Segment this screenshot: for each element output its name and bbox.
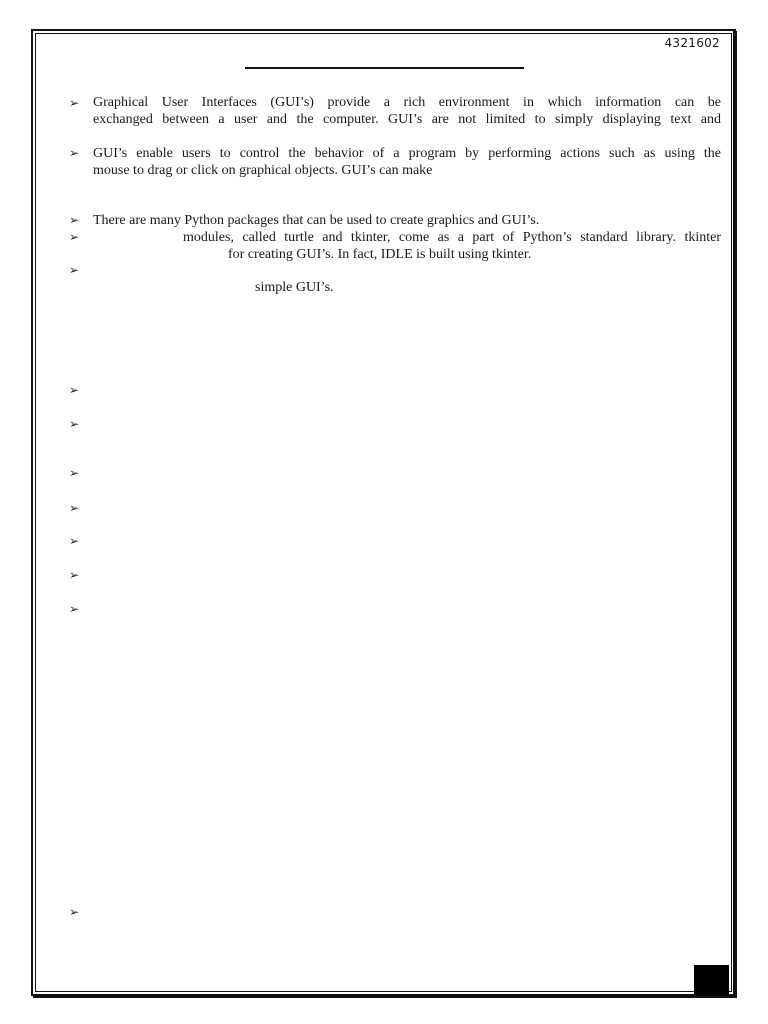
- bullet-icon: ➢: [69, 213, 80, 227]
- title-underline: [245, 67, 524, 69]
- bullet-icon: ➢: [69, 417, 80, 431]
- bullet-icon: ➢: [69, 466, 80, 480]
- paragraph-line: exchanged between a user and the computer. GUI’s are not limited to simply displaying text and: [93, 112, 721, 127]
- paragraph-line: GUI’s enable users to control the behavior of a program by performing actions such as using the: [93, 146, 721, 161]
- paragraph-line: Graphical User Interfaces (GUI’s) provide a rich environment in which information can be: [93, 95, 721, 110]
- bullet-icon: ➢: [69, 230, 80, 244]
- paragraph-line: mouse to drag or click on graphical objects. GUI’s can make: [93, 163, 433, 178]
- paragraph-line: simple GUI’s.: [255, 280, 334, 295]
- bullet-icon: ➢: [69, 602, 80, 616]
- course-code: 4321602: [664, 36, 720, 50]
- bullet-icon: ➢: [69, 534, 80, 548]
- paragraph-line: for creating GUI’s. In fact, IDLE is built using tkinter.: [228, 247, 532, 262]
- page-number-box: [694, 965, 729, 995]
- paragraph-line: There are many Python packages that can be used to create graphics and GUI’s.: [93, 213, 540, 228]
- bullet-icon: ➢: [69, 501, 80, 515]
- bullet-icon: ➢: [69, 568, 80, 582]
- bullet-icon: ➢: [69, 263, 80, 277]
- bullet-icon: ➢: [69, 905, 80, 919]
- page-border-shadow-bottom: [33, 994, 737, 998]
- page-border-shadow-right: [733, 31, 737, 998]
- bullet-icon: ➢: [69, 383, 80, 397]
- bullet-icon: ➢: [69, 146, 80, 160]
- bullet-icon: ➢: [69, 96, 80, 110]
- paragraph-line: modules, called turtle and tkinter, come as a part of Python’s standard library. tkinter: [183, 230, 721, 245]
